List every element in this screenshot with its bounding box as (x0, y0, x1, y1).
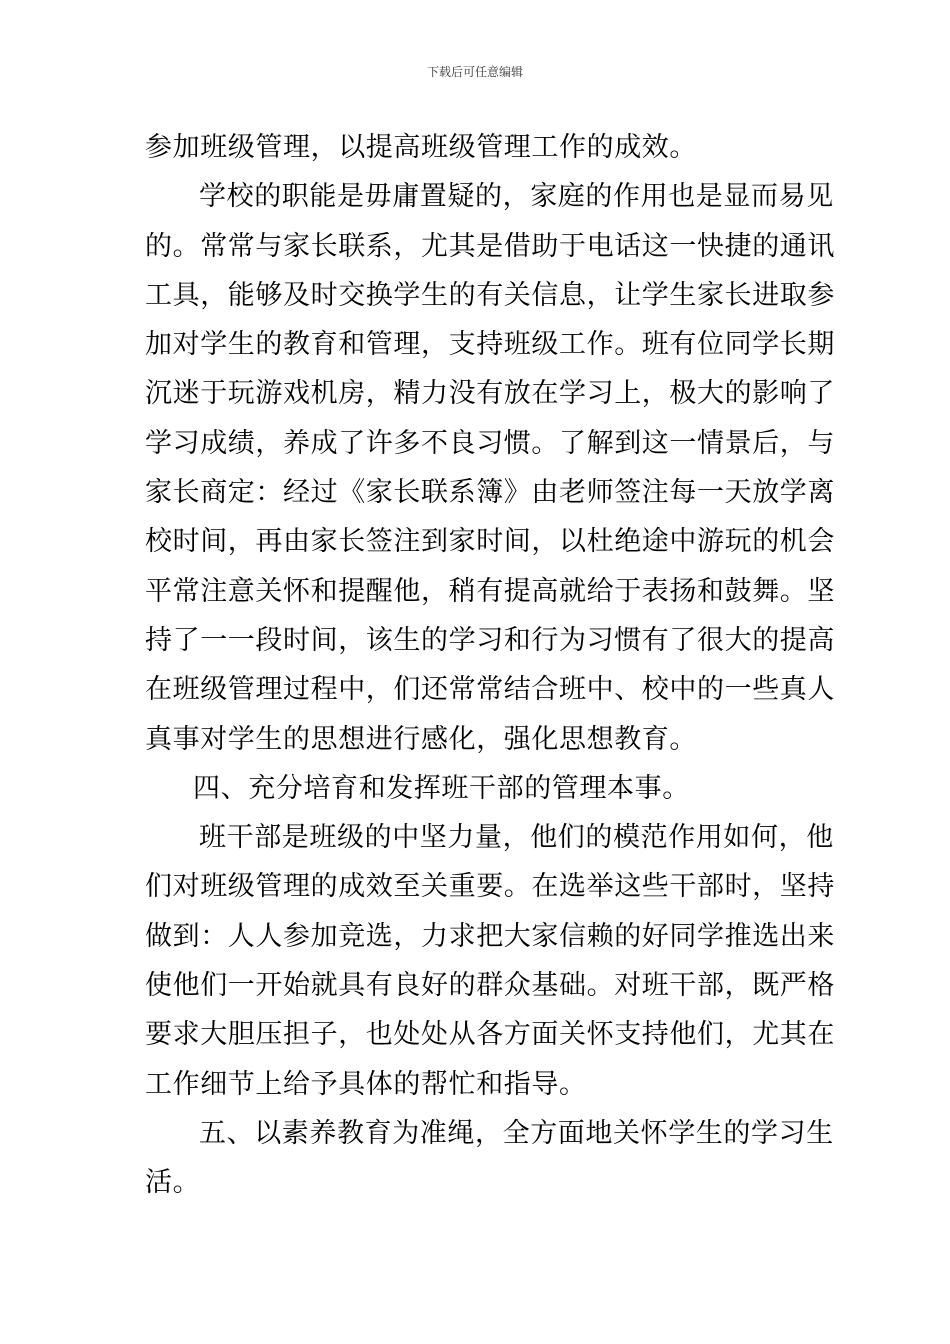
text-line: 使他们一开始就具有良好的群众基础。对班干部，既严格 (145, 970, 835, 1002)
text-line: 真事对学生的思想进行感化，强化思想教育。 (145, 723, 697, 755)
text-line: 工具，能够及时交换学生的有关信息，让学生家长进取参 (145, 279, 835, 311)
text-line: 工作细节上给予具体的帮忙和指导。 (145, 1068, 587, 1100)
text-line: 要求大胆压担子，也处处从各方面关怀支持他们，尤其在 (145, 1019, 835, 1051)
text-line: 活。 (145, 1167, 201, 1199)
text-line: 家长商定：经过《家长联系簿》由老师签注每一天放学离 (145, 477, 835, 509)
document-body (145, 123, 835, 1208)
text-line: 沉迷于玩游戏机房，精力没有放在学习上，极大的影响了 (145, 378, 835, 410)
paragraph-first-line: 班干部是班级的中坚力量，他们的模范作用如何，他 (199, 822, 834, 854)
text-line: 平常注意关怀和提醒他，稍有提高就给于表扬和鼓舞。坚 (145, 575, 835, 607)
text-line: 参加班级管理，以提高班级管理工作的成效。 (145, 132, 697, 163)
section-heading: 四、充分培育和发挥班干部的管理本事。 (193, 772, 690, 804)
section-heading: 五、以素养教育为准绳，全方面地关怀学生的学习生 (199, 1117, 834, 1149)
text-line: 持了一一段时间，该生的学习和行为习惯有了很大的提高 (145, 624, 835, 656)
text-line: 们对班级管理的成效至关重要。在选举这些干部时，坚持 (145, 871, 835, 903)
text-line: 学习成绩，养成了许多不良习惯。了解到这一情景后，与 (145, 427, 835, 459)
text-line: 加对学生的教育和管理，支持班级工作。班有位同学长期 (145, 329, 835, 361)
text-line: 做到：人人参加竞选，力求把大家信赖的好同学推选出来 (145, 920, 835, 952)
page-header-note: 下载后可任意编辑 (426, 65, 523, 79)
text-line: 在班级管理过程中，们还常常结合班中、校中的一些真人 (145, 674, 835, 706)
paragraph-first-line: 学校的职能是毋庸置疑的，家庭的作用也是显而易见 (199, 181, 834, 213)
text-line: 的。常常与家长联系，尤其是借助于电话这一快捷的通讯 (145, 230, 835, 262)
text-line: 校时间，再由家长签注到家时间，以杜绝途中游玩的机会 (145, 526, 835, 558)
